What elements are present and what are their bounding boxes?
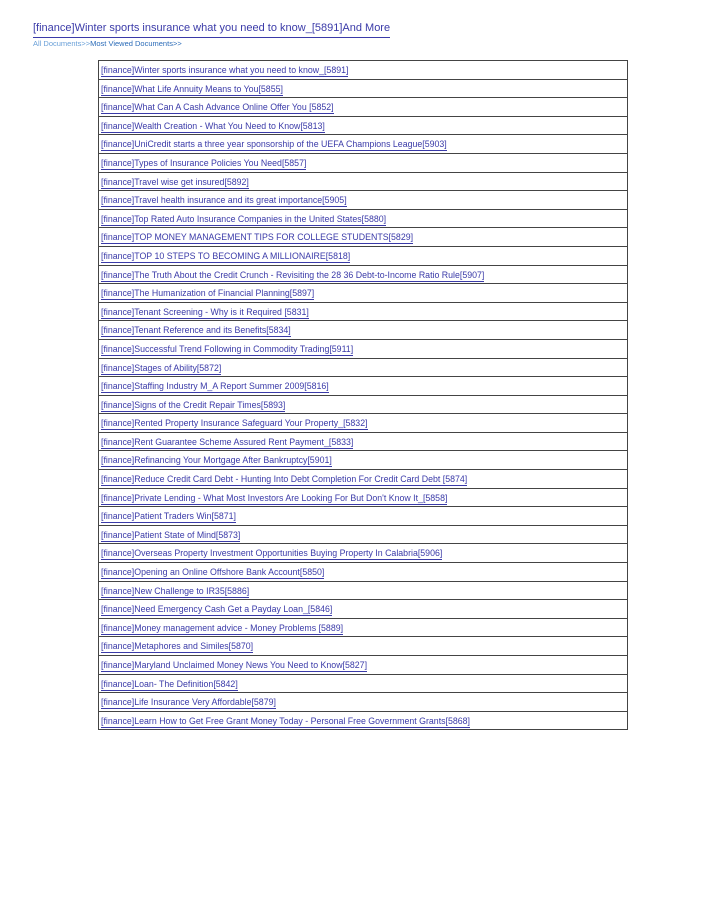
list-item (99, 117, 627, 136)
list-item (99, 451, 627, 470)
document-link[interactable]: [finance]Winter sports insurance what you need to know_[5891] (101, 65, 349, 75)
document-list (98, 60, 628, 730)
list-item (99, 247, 627, 266)
list-item (99, 489, 627, 508)
list-item (99, 619, 627, 638)
document-link[interactable]: [finance]Maryland Unclaimed Money News You Need to Know[5827] (101, 660, 368, 670)
document-link[interactable]: [finance]Wealth Creation - What You Need to Know[5813] (101, 120, 325, 131)
list-item (99, 433, 627, 452)
document-link[interactable]: [finance]Reduce Credit Card Debt - Hunting Into Debt Completion For Credit Card Debt [5874] (101, 474, 468, 485)
document-link[interactable]: [finance]Staffing Industry M_A Report Summer 2009[5816] (101, 381, 329, 392)
breadcrumb (33, 39, 182, 49)
list-item (99, 582, 627, 601)
page-title: [finance]Winter sports insurance what you need to know_[5891]And More (33, 22, 390, 38)
list-item (99, 340, 627, 359)
document-link[interactable]: [finance]Money management advice - Money Problems [5889] (101, 622, 344, 633)
list-item (99, 396, 627, 415)
document-link[interactable]: [finance]Top Rated Auto Insurance Companies in the United States[5880] (101, 213, 387, 224)
list-item (99, 303, 627, 322)
list-item (99, 637, 627, 656)
list-item (99, 675, 627, 694)
document-link[interactable]: [finance]Travel health insurance and its great importance[5905] (101, 195, 347, 206)
document-link[interactable]: [finance]Signs of the Credit Repair Times[5893] (101, 399, 286, 410)
list-item (99, 563, 627, 582)
document-link[interactable]: [finance]Loan- The Definition[5842] (101, 678, 238, 689)
document-link[interactable]: [finance]Stages of Ability[5872] (101, 362, 222, 373)
document-link[interactable]: [finance]Travel wise get insured[5892] (101, 176, 249, 187)
document-link[interactable]: [finance]Need Emergency Cash Get a Payday Loan_[5846] (101, 604, 333, 615)
list-item (99, 712, 627, 731)
list-item (99, 284, 627, 303)
document-link[interactable]: [finance]Opening an Online Offshore Bank Account[5850] (101, 567, 325, 578)
list-item (99, 359, 627, 378)
list-item (99, 544, 627, 563)
list-item (99, 135, 627, 154)
document-link[interactable]: [finance]TOP 10 STEPS TO BECOMING A MILLIONAIRE[5818] (101, 250, 351, 261)
document-link[interactable]: [finance]Successful Trend Following in Commodity Trading[5911] (101, 343, 354, 354)
document-link[interactable]: [finance]Tenant Screening - Why is it Required [5831] (101, 306, 309, 317)
document-link[interactable]: [finance]Types of Insurance Policies You Need[5857] (101, 157, 307, 168)
list-item (99, 98, 627, 117)
list-item (99, 414, 627, 433)
document-link[interactable]: [finance]What Can A Cash Advance Online Offer You [5852] (101, 102, 334, 113)
document-link[interactable]: [finance]Patient State of Mind[5873] (101, 529, 241, 540)
document-link[interactable]: [finance]The Humanization of Financial Planning[5897] (101, 288, 315, 299)
list-item (99, 154, 627, 173)
breadcrumb-all-documents-link[interactable]: All Documents>> (33, 39, 91, 48)
document-link[interactable]: [finance]Patient Traders Win[5871] (101, 511, 236, 522)
list-item (99, 173, 627, 192)
document-link[interactable]: [finance]Rented Property Insurance Safeguard Your Property_[5832] (101, 418, 368, 429)
document-link[interactable]: [finance]Private Lending - What Most Investors Are Looking For But Don't Know It_[5858] (101, 492, 448, 503)
list-item (99, 600, 627, 619)
document-link[interactable]: [finance]Tenant Reference and its Benefits[5834] (101, 325, 291, 336)
list-item (99, 507, 627, 526)
document-link[interactable]: [finance]Rent Guarantee Scheme Assured Rent Payment_[5833] (101, 436, 354, 447)
document-link[interactable]: [finance]Life Insurance Very Affordable[5879] (101, 697, 276, 708)
document-link[interactable]: [finance]New Challenge to IR35[5886] (101, 585, 250, 596)
document-link[interactable]: [finance]What Life Annuity Means to You[5855] (101, 83, 283, 94)
document-link[interactable]: [finance]Overseas Property Investment Opportunities Buying Property In Calabria[5906] (101, 548, 443, 559)
list-item (99, 191, 627, 210)
document-link[interactable]: [finance]Learn How to Get Free Grant Money Today - Personal Free Government Grants[5868] (101, 715, 471, 726)
list-item (99, 80, 627, 99)
list-item (99, 693, 627, 712)
document-link[interactable]: [finance]The Truth About the Credit Crunch - Revisiting the 28 36 Debt-to-Income Ratio Rule[5907] (101, 269, 485, 280)
list-item (99, 526, 627, 545)
list-item (99, 321, 627, 340)
list-item (99, 228, 627, 247)
list-item (99, 470, 627, 489)
document-link[interactable]: [finance]Refinancing Your Mortgage After Bankruptcy[5901] (101, 455, 332, 466)
breadcrumb-most-viewed-link[interactable]: Most Viewed Documents>> (90, 39, 182, 48)
document-link[interactable]: [finance]TOP MONEY MANAGEMENT TIPS FOR COLLEGE STUDENTS[5829] (101, 232, 414, 243)
document-link[interactable]: [finance]Metaphores and Similes[5870] (101, 641, 254, 652)
list-item (99, 656, 627, 675)
document-link[interactable]: [finance]UniCredit starts a three year sponsorship of the UEFA Champions League[5903] (101, 139, 447, 150)
list-item (99, 210, 627, 229)
list-item (99, 61, 627, 80)
list-item (99, 377, 627, 396)
list-item (99, 266, 627, 285)
